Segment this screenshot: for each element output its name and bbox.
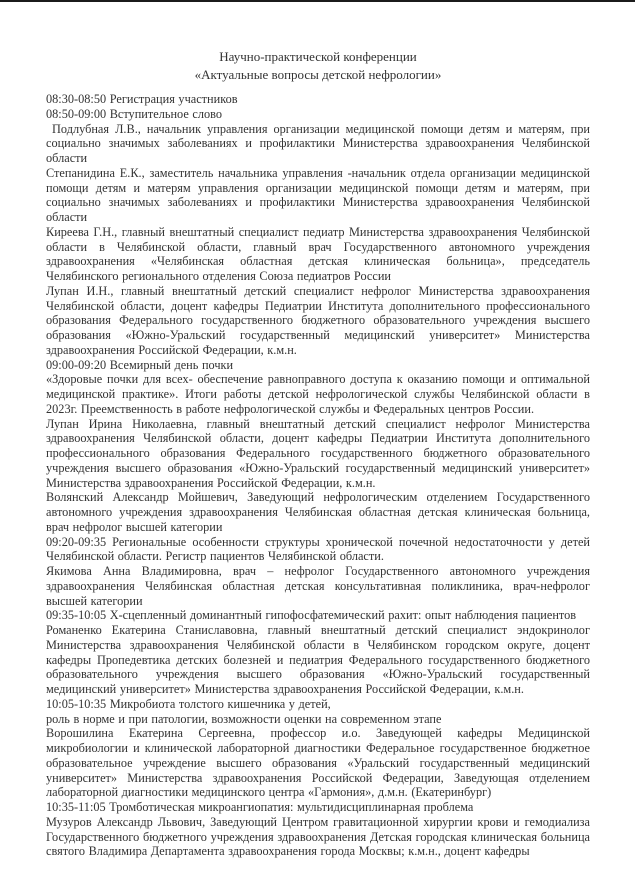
paragraph: Ворошилина Екатерина Сергеевна, профессор и.о. Заведующей кафедры Медицинской микробиологии и клинической лабораторной диагностики Федеральное государственное бюджетное образовательное учреждение высшего образования «Уральский государственный медицинский университет» Министерства здравоохранения Российской Федерации, Заведующая отделением лабораторной диагностики медицинского центра «Гармония», д.м.н. (Екатеринбург) — [46, 726, 590, 800]
paragraph: Подлубная Л.В., начальник управления организации медицинской помощи детям и матерям, при социально значимых заболеваниях и профилактики Министерства здравоохранения Челябинской области — [46, 121, 590, 165]
paragraph: роль в норме и при патологии, возможности оценки на современном этапе — [46, 711, 442, 726]
paragraph: 09:35-10:05 Х-сцепленный доминантный гипофосфатемический рахит: опыт наблюдения пациентов — [46, 608, 577, 623]
window-top-edge — [0, 0, 635, 2]
paragraph: Лупан И.Н., главный внештатный детский специалист нефролог Министерства здравоохранения Челябинской области, доцент кафедры Педиатрии Института дополнительного профессионального образования Федерального государственного бюджетного образовательного учреждения высшего образования «Южно-Уральский государственный медицинский университет» Министерства здравоохранения Российской Федерации, к.м.н. — [46, 283, 590, 357]
paragraph: «Здоровые почки для всех- обеспечение равноправного доступа к оказанию помощи и оптимальной медицинской практике». Итоги работы детской нефрологической службы Челябинской области в 2023г. Преемственность в работе нефрологической службы и Федеральных центров России. — [46, 372, 590, 416]
title-line-1: Научно-практической конференции — [219, 49, 417, 64]
title-line-2: «Актуальные вопросы детской нефрологии» — [194, 66, 442, 82]
paragraph: 10:05-10:35 Микробиота толстого кишечника у детей, — [46, 696, 331, 711]
paragraph: 08:30-08:50 Регистрация участников — [46, 92, 238, 106]
paragraph: 09:20-09:35 Региональные особенности структуры хронической почечной недостаточности у детей Челябинской области. Регистр пациентов Челябинской области. — [46, 534, 590, 564]
paragraph: Лупан Ирина Николаевна, главный внештатный детский специалист нефролог Министерства здравоохранения Челябинской области, доцент кафедры Педиатрии Института дополнительного профессионального образования Федерального государственного бюджетного образовательного учреждения высшего образования «Южно-Уральский государственный медицинский университет» Министерства здравоохранения Российской Федерации, к.м.н. — [46, 416, 590, 490]
document-body — [46, 92, 590, 859]
document-title — [46, 48, 590, 83]
paragraph: Якимова Анна Владимировна, врач – нефролог Государственного автономного учреждения здравоохранения Челябинская областная детская консультативная поликлиника, врач-нефролог высшей категории — [46, 564, 590, 608]
paragraph: Киреева Г.Н., главный внештатный специалист педиатр Министерства здравоохранения Челябинской области в Челябинской области, главный врач Государственного автономного учреждения здравоохранения «Челябинская областная детская клиническая больница», председатель Челябинского регионального отделения Союза педиатров России — [46, 224, 590, 283]
paragraph: Степанидина Е.К., заместитель начальника управления -начальник отдела организации медицинской помощи детям и матерям управления организации медицинской помощи детям и матерям, при социально значимых заболеваниях и профилактики Министерства здравоохранения Челябинской области — [46, 165, 590, 224]
paragraph: 08:50-09:00 Вступительное слово — [46, 106, 222, 121]
paragraph: Романенко Екатерина Станиславовна, главный внештатный детский специалист эндокринолог Министерства здравоохранения Челябинской области в Челябинском городском округе, доцент кафедры Пропедевтика детских болезней и педиатрия Федерального государственного бюджетного образовательного учреждения высшего образования «Южно-Уральский государственный медицинский университет» Министерства здравоохранения Российской Федерации, к.м.н. — [46, 623, 590, 696]
paragraph: 10:35-11:05 Тромботическая микроангиопатия: мультидисциплинарная проблема — [46, 800, 474, 814]
paragraph: 09:00-09:20 Всемирный день почки — [46, 357, 234, 372]
paragraph: Музуров Александр Львович, Заведующий Центром гравитационной хирургии крови и гемодиализа Государственного бюджетного учреждения здравоохранения Детская городская клиническая больница святого Владимира Департамента здравоохранения города Москвы; к.м.н., доцент кафедры — [46, 814, 590, 859]
paragraph: Волянский Александр Мойшевич, Заведующий нефрологическим отделением Государственного автономного учреждения здравоохранения Челябинская областная детская клиническая больница, врач нефролог высшей категории — [46, 490, 590, 534]
